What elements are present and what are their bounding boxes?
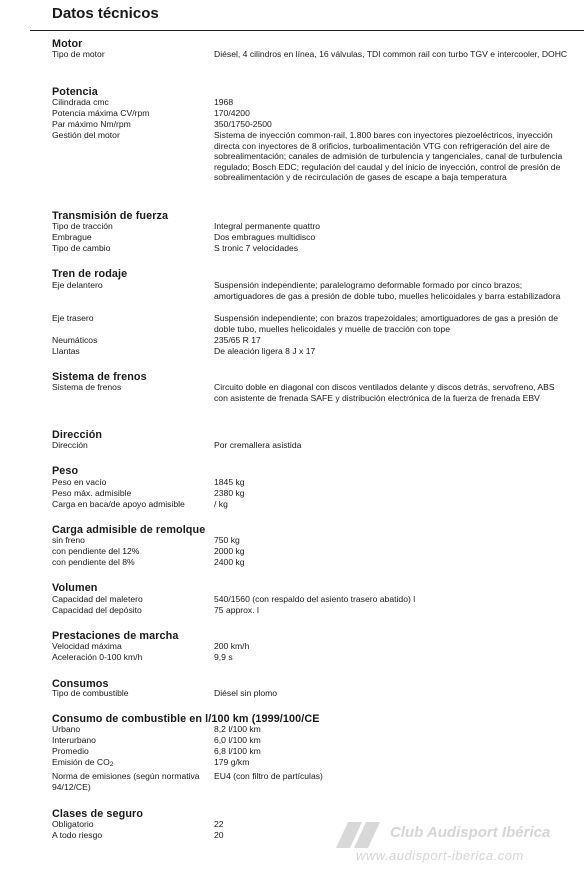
watermark-brand: Club Audisport Ibérica (390, 824, 551, 841)
spec-value: 1845 kg (214, 477, 245, 487)
spec-label: Peso máx. admisible (52, 488, 132, 498)
spec-label: Eje trasero (52, 313, 94, 323)
spec-value: 350/1750-2500 (214, 119, 272, 129)
spec-label: A todo riesgo (52, 830, 103, 840)
spec-value: 179 g/km (214, 757, 250, 767)
spec-value: 8,2 l/100 km (214, 724, 261, 734)
club-logo-icon (332, 822, 384, 848)
section-heading: Dirección (52, 429, 103, 441)
spec-value: Circuito doble en diagonal con discos ventilados delante y discos detrás, servofreno, ABS con asistente de frenada SAFE y distribución electrónica de la fuerza de frenada EBV (214, 382, 555, 403)
spec-value: Suspensión independiente; con brazos trapezoidales; amortiguadores de gas a presión de doble tubo, muelles helicoidales y muelle de tracción con tope (214, 313, 558, 334)
spec-label: con pendiente del 12% (52, 546, 140, 556)
spec-value: 9,9 s (214, 652, 233, 662)
spec-value: 6,0 l/100 km (214, 735, 261, 745)
spec-value: Suspensión independiente; paralelogramo deformable formado por cinco brazos; amortiguadores de gas a presión de doble tubo, muelles helicoidales y barra estabilizadora (214, 280, 561, 301)
spec-label: Tipo de cambio (52, 243, 111, 253)
spec-value: EU4 (con filtro de partículas) (214, 771, 323, 781)
spec-label: Norma de emisiones (según normativa 94/12/CE) (52, 771, 200, 792)
spec-value: 22 (214, 819, 224, 829)
section-heading: Consumos (52, 678, 109, 690)
spec-label: Promedio (52, 746, 89, 756)
spec-label: Urbano (52, 724, 81, 734)
spec-label: Tipo de motor (52, 49, 105, 59)
watermark-url: www.audisport-iberica.com (356, 848, 524, 863)
spec-label-text: Emisión de CO (52, 757, 110, 767)
section-heading: Volumen (52, 582, 98, 594)
section-heading: Sistema de frenos (52, 371, 147, 383)
spec-value: Por cremallera asistida (214, 440, 302, 450)
spec-value: 170/4200 (214, 108, 250, 118)
section-heading: Motor (52, 38, 83, 50)
spec-label: Capacidad del maletero (52, 594, 143, 604)
spec-value: Sistema de inyección common-rail, 1.800 bares con inyectores piezoeléctricos, inyección directa con inyectores de 8 orificios, turboalimentación VTG con refrigeración del aire de sobrealimentación; canales de admisión de turbulencia y tangenciales, canal de turbulencia regulado; Bosch EDC; regulación del caudal y del inicio de inyección, control de presión de sobrealimentación y de recirculación de gases de escape a baja temperatura (214, 130, 563, 183)
section-heading: Prestaciones de marcha (52, 630, 179, 642)
spec-value: Integral permanente quattro (214, 221, 321, 231)
spec-value: 2380 kg (214, 488, 245, 498)
spec-value: 540/1560 (con respaldo del asiento trasero abatido) l (214, 594, 416, 604)
spec-label: Carga en baca/de apoyo admisible (52, 499, 185, 509)
spec-label: con pendiente del 8% (52, 557, 135, 567)
spec-value: Diésel, 4 cilindros en línea, 16 válvulas, TDI common rail con turbo TGV e intercooler, DOHC (214, 49, 568, 59)
spec-value: 75 approx. l (214, 605, 259, 615)
spec-value: 2400 kg (214, 557, 245, 567)
spec-label (52, 757, 212, 771)
spec-value: Dos embragues multidisco (214, 232, 316, 242)
section-heading: Carga admisible de remolque (52, 524, 206, 536)
spec-label: Tipo de tracción (52, 221, 113, 231)
spec-value: 20 (214, 830, 224, 840)
spec-label: Dirección (52, 440, 88, 450)
spec-label: Embrague (52, 232, 92, 242)
spec-label: Interurbano (52, 735, 96, 745)
spec-value: S tronic 7 velocidades (214, 243, 299, 253)
section-heading: Clases de seguro (52, 808, 144, 820)
spec-label: Sistema de frenos (52, 382, 122, 392)
spec-label: Capacidad del depósito (52, 605, 142, 615)
spec-value: 2000 kg (214, 546, 245, 556)
page-title: Datos técnicos (52, 5, 159, 22)
spec-label: Peso en vacío (52, 477, 107, 487)
spec-label: Llantas (52, 346, 80, 356)
section-heading: Tren de rodaje (52, 268, 128, 280)
spec-label: sin freno (52, 535, 85, 545)
watermark (332, 818, 582, 873)
spec-value: 1968 (214, 97, 234, 107)
spec-label: Obligatorio (52, 819, 94, 829)
spec-value: / kg (214, 499, 228, 509)
spec-value: 200 km/h (214, 641, 250, 651)
title-rule (30, 30, 584, 31)
spec-label: Neumáticos (52, 335, 98, 345)
spec-label: Cilindrada cmc (52, 97, 109, 107)
spec-value: 235/65 R 17 (214, 335, 261, 345)
section-heading: Transmisión de fuerza (52, 210, 169, 222)
spec-value: Diésel sin plomo (214, 688, 278, 698)
spec-label: Velocidad máxima (52, 641, 122, 651)
spec-value: 6,8 l/100 km (214, 746, 261, 756)
spec-label: Tipo de combustible (52, 688, 129, 698)
spec-value: 750 kg (214, 535, 240, 545)
section-heading: Potencia (52, 86, 98, 98)
spec-label: Aceleración 0-100 km/h (52, 652, 143, 662)
section-heading: Consumo de combustible en l/100 km (1999/100/CE (52, 713, 320, 725)
spec-value: De aleación ligera 8 J x 17 (214, 346, 316, 356)
spec-label: Par máximo Nm/rpm (52, 119, 131, 129)
section-heading: Peso (52, 465, 79, 477)
spec-label: Eje delantero (52, 280, 103, 290)
spec-label: Potencia máxima CV/rpm (52, 108, 150, 118)
spec-label-subscript: 2 (109, 761, 114, 768)
spec-label: Gestión del motor (52, 130, 120, 140)
